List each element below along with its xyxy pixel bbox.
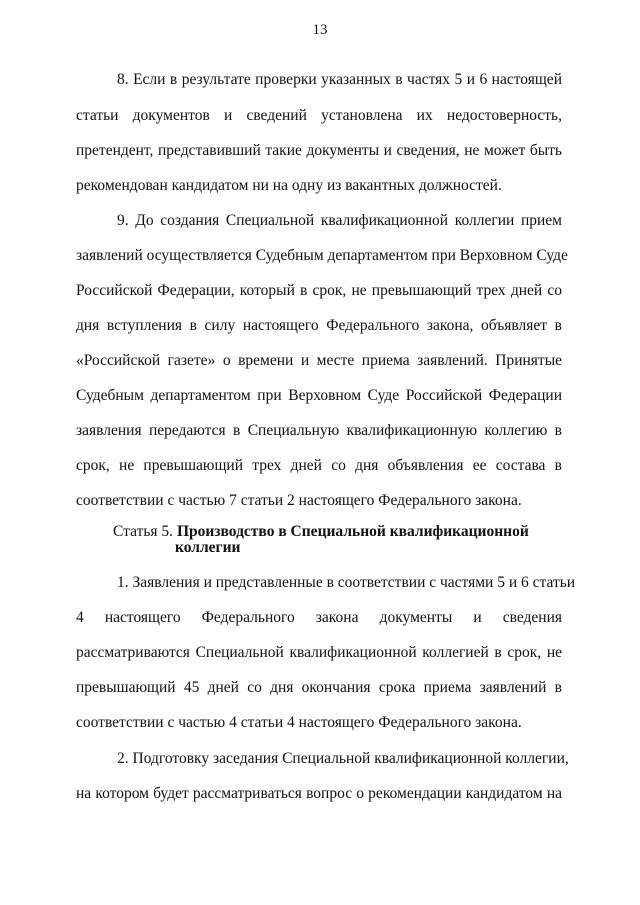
paragraph-line: дня вступления в силу настоящего Федерального закона, объявляет в (76, 317, 562, 334)
paragraph-line: «Российской газете» о времени и месте приема заявлений. Принятые (76, 352, 562, 369)
article-heading (113, 524, 553, 556)
paragraph-line: 1. Заявления и представленные в соответствии с частями 5 и 6 статьи (117, 574, 576, 591)
article-title: Производство в Специальной квалификационной (176, 523, 529, 540)
paragraph-line: рекомендован кандидатом ни на одну из вакантных должностей. (76, 177, 502, 194)
paragraph-line: 8. Если в результате проверки указанных в частях 5 и 6 настоящей (117, 71, 562, 88)
paragraph-line: 2. Подготовку заседания Специальной квалификационной коллегии, (117, 750, 569, 767)
page-number: 13 (312, 22, 328, 38)
paragraph-line: срок, не превышающий трех дней со дня объявления ее состава в (76, 457, 562, 474)
paragraph-line: рассматриваются Специальной квалификационной коллегией в срок, не (76, 644, 562, 661)
paragraph-line: соответствии с частью 4 статьи 4 настоящего Федерального закона. (76, 714, 522, 731)
paragraph-line: Судебным департаментом при Верховном Суде Российской Федерации (76, 387, 562, 404)
article-heading-line-2 (113, 540, 553, 556)
paragraph-line: 4 настоящего Федерального закона документы и сведения (76, 609, 562, 626)
paragraph-line: статьи документов и сведений установлена их недостоверность, (76, 107, 562, 124)
paragraph-line: на котором будет рассматриваться вопрос о рекомендации кандидатом на (76, 785, 562, 802)
paragraph-line: превышающий 45 дней со дня окончания срока приема заявлений в (76, 679, 562, 696)
paragraph-line: Российской Федерации, который в срок, не превышающий трех дней со (76, 282, 562, 299)
paragraph-line: заявления передаются в Специальную квалификационную коллегию в (76, 422, 562, 439)
paragraph-line: заявлений осуществляется Судебным департаментом при Верховном Суде (76, 247, 568, 264)
paragraph-line: соответствии с частью 7 статьи 2 настоящего Федерального закона. (76, 492, 522, 509)
paragraph-line: претендент, представивший такие документы и сведения, не может быть (76, 142, 562, 159)
paragraph-line: 9. До создания Специальной квалификационной коллегии прием (117, 212, 562, 229)
article-heading-line-1 (113, 524, 553, 540)
article-prefix: Статья 5. (113, 523, 174, 540)
article-title-continuation: коллегии (175, 539, 241, 556)
